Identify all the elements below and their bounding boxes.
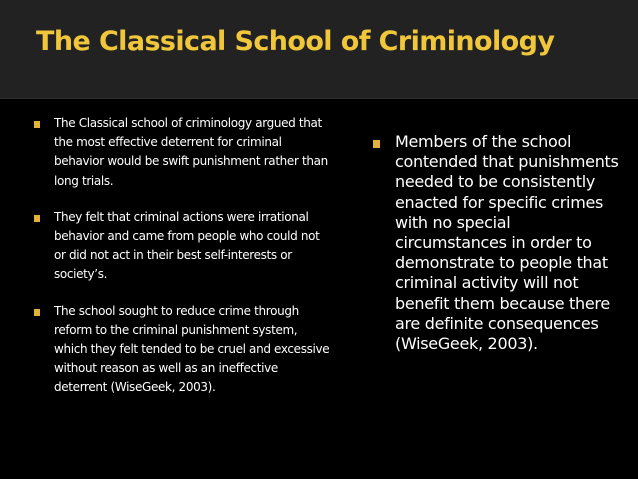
bullet-text: The Classical school of criminology argued that the most effective deterrent for criminal behavior would be swift punishment rather than long trials.: [54, 116, 328, 188]
square-bullet-icon: [34, 215, 40, 222]
list-item: [34, 302, 330, 398]
bullet-text: Members of the school contended that punishments needed to be consistently enacted for specific crimes with no special circumstances in order to demonstrate to people that criminal activity will not benefit them because there are definite consequences (WiseGeek, 2003).: [395, 132, 619, 354]
left-bullet-list: [34, 114, 330, 415]
square-bullet-icon: [34, 121, 40, 128]
square-bullet-icon: [34, 309, 40, 316]
list-item: [34, 114, 330, 191]
list-item: [34, 208, 330, 285]
slide-title: The Classical School of Criminology: [36, 26, 555, 57]
square-bullet-icon: [373, 140, 380, 148]
bullet-text: They felt that criminal actions were irrational behavior and came from people who could not or did not act in their best self-interests or society’s.: [54, 209, 320, 282]
title-bar: [0, 0, 638, 99]
right-bullet-list: [372, 132, 622, 354]
list-item: [372, 132, 622, 354]
bullet-text: The school sought to reduce crime through reform to the criminal punishment system, which they felt tended to be cruel and excessive without reason as well as an ineffective deterrent (WiseGeek, 2003).: [54, 303, 330, 395]
